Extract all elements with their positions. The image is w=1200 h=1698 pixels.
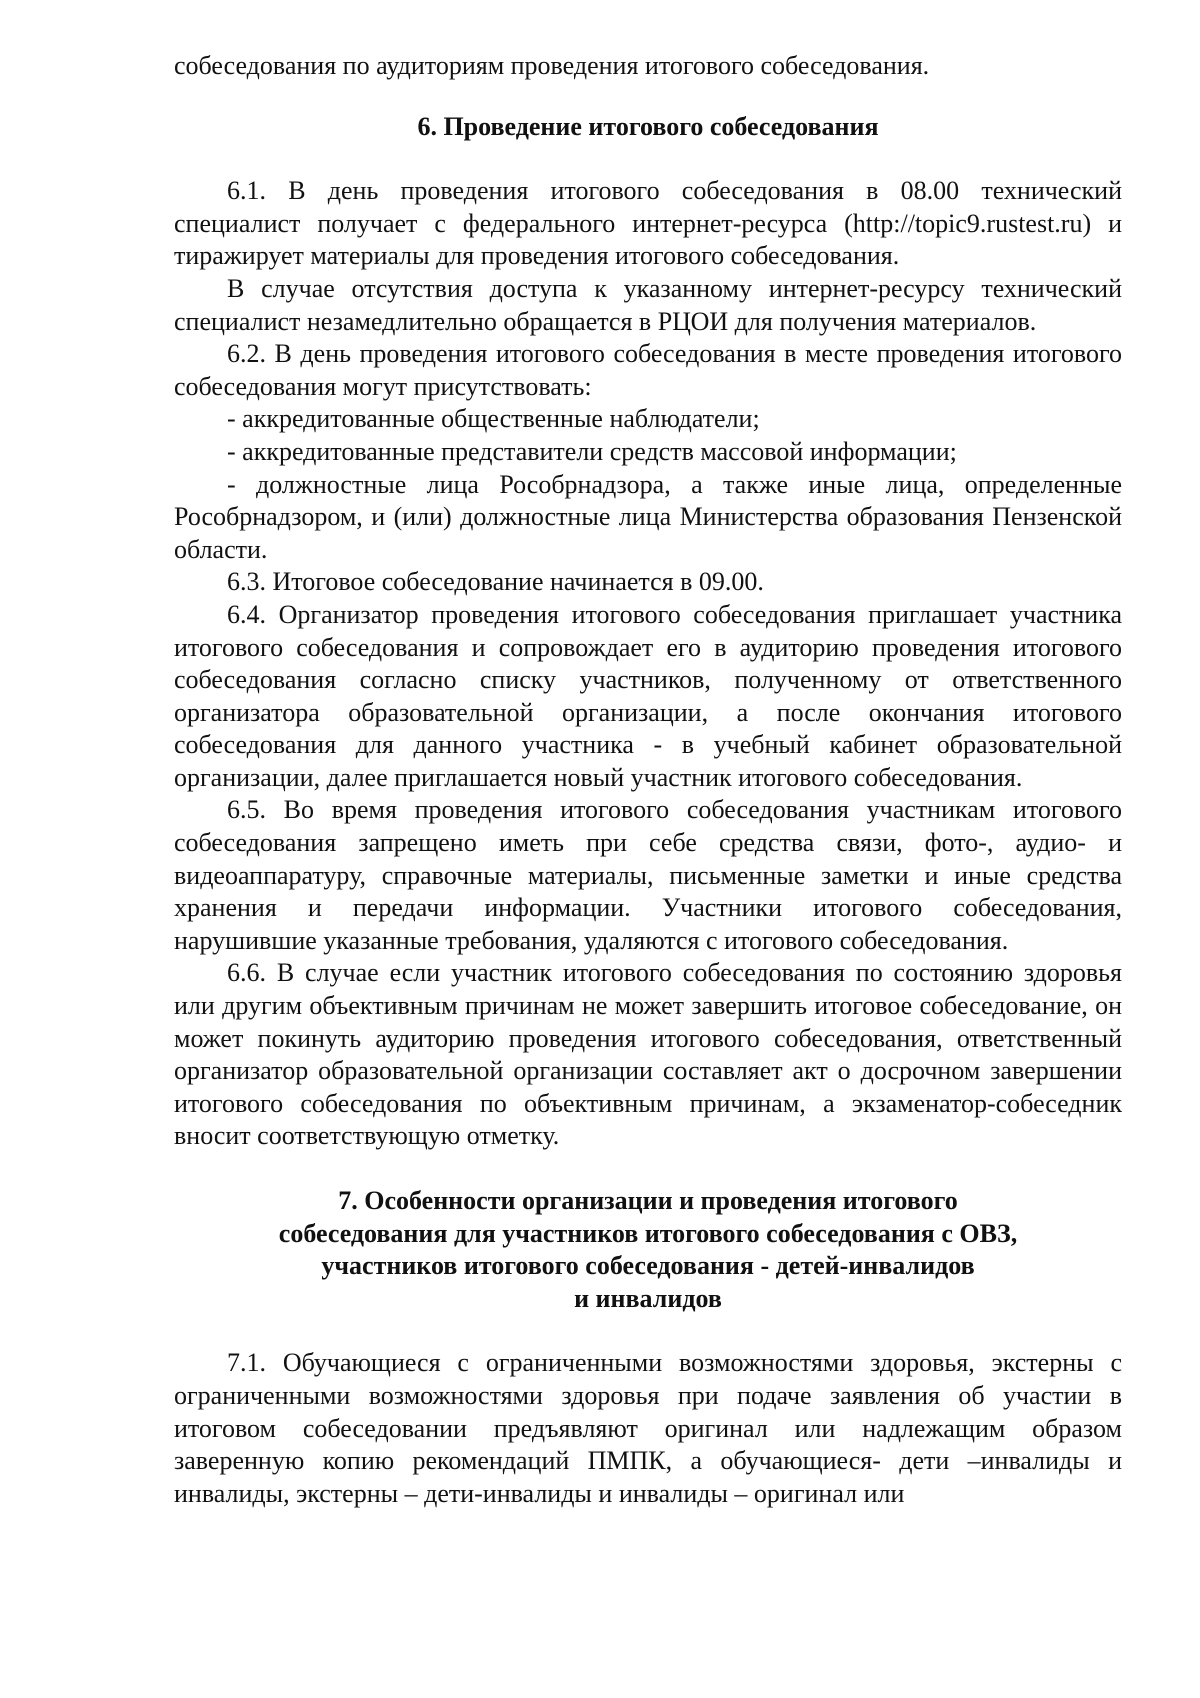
section-7-body <box>174 1347 1122 1510</box>
section-7-heading <box>174 1185 1122 1315</box>
paragraph-6-6: 6.6. В случае если участник итогового собеседования по состоянию здоровья или другим объективным причинам не может завершить итоговое собеседование, он может покинуть аудиторию проведения итогового собеседования, ответственный организатор образовательной организации составляет акт о досрочном завершении итогового собеседования по объективным причинам, а экзаменатор-собеседник вносит соответствующую отметку. <box>174 958 1122 1151</box>
section-6-heading: 6. Проведение итогового собеседования <box>417 111 879 141</box>
section-6-body <box>174 175 1122 1153</box>
section-7-heading-line: и инвалидов <box>574 1283 722 1313</box>
list-item-officials: - должностные лица Рособрнадзора, а также иные лица, определенные Рособрнадзором, и (или) должностные лица Министерства образования Пензенской области. <box>174 469 1122 564</box>
paragraph-6-3: 6.3. Итоговое собеседование начинается в 09.00. <box>227 567 764 597</box>
paragraph-6-2: 6.2. В день проведения итогового собеседования в месте проведения итогового собеседования могут присутствовать: <box>174 339 1122 401</box>
section-7-heading-line: собеседования для участников итогового собеседования с ОВЗ, <box>278 1218 1018 1248</box>
paragraph-6-1: 6.1. В день проведения итогового собеседования в 08.00 технический специалист получает с федерального интернет-ресурса (http://topic9.rustest.ru) и тиражирует материалы для проведения итогового собеседования. <box>174 176 1122 271</box>
section-7-heading-line: 7. Особенности организации и проведения итогового <box>338 1186 958 1215</box>
paragraph-6-4: 6.4. Организатор проведения итогового собеседования приглашает участника итогового собеседования и сопровождает его в аудиторию проведения итогового собеседования согласно списку участников, полученному от ответственного организатора образовательной организации, а после окончания итогового собеседования для данного участника - в учебный кабинет образовательной организации, далее приглашается новый участник итогового собеседования. <box>174 599 1122 792</box>
top-fragment-text: собеседования по аудиториям проведения итогового собеседования. <box>174 51 930 80</box>
document-page <box>174 50 1122 1510</box>
section-7-heading-line: участников итогового собеседования - детей-инвалидов <box>321 1251 975 1281</box>
paragraph-6-1-no-access: В случае отсутствия доступа к указанному интернет-ресурсу технический специалист незамедлительно обращается в РЦОИ для получения материалов. <box>174 273 1122 336</box>
list-item-media: - аккредитованные представители средств массовой информации; <box>227 436 957 466</box>
list-item-observers: - аккредитованные общественные наблюдатели; <box>227 404 760 434</box>
paragraph-7-1: 7.1. Обучающиеся с ограниченными возможностями здоровья, экстерны с ограниченными возможностями здоровья при подаче заявления об участии в итоговом собеседовании предъявляют оригинал или надлежащим образом заверенную копию рекомендаций ПМПК, а обучающиеся- дети –инвалиды и инвалиды, экстерны – дети-инвалиды и инвалиды – оригинал или <box>174 1348 1122 1508</box>
paragraph-6-5: 6.5. Во время проведения итогового собеседования участникам итогового собеседования запрещено иметь при себе средства связи, фото-, аудио- и видеоаппаратуру, справочные материалы, письменные заметки и иные средства хранения и передачи информации. Участники итогового собеседования, нарушившие указанные требования, удаляются с итогового собеседования. <box>174 795 1122 955</box>
